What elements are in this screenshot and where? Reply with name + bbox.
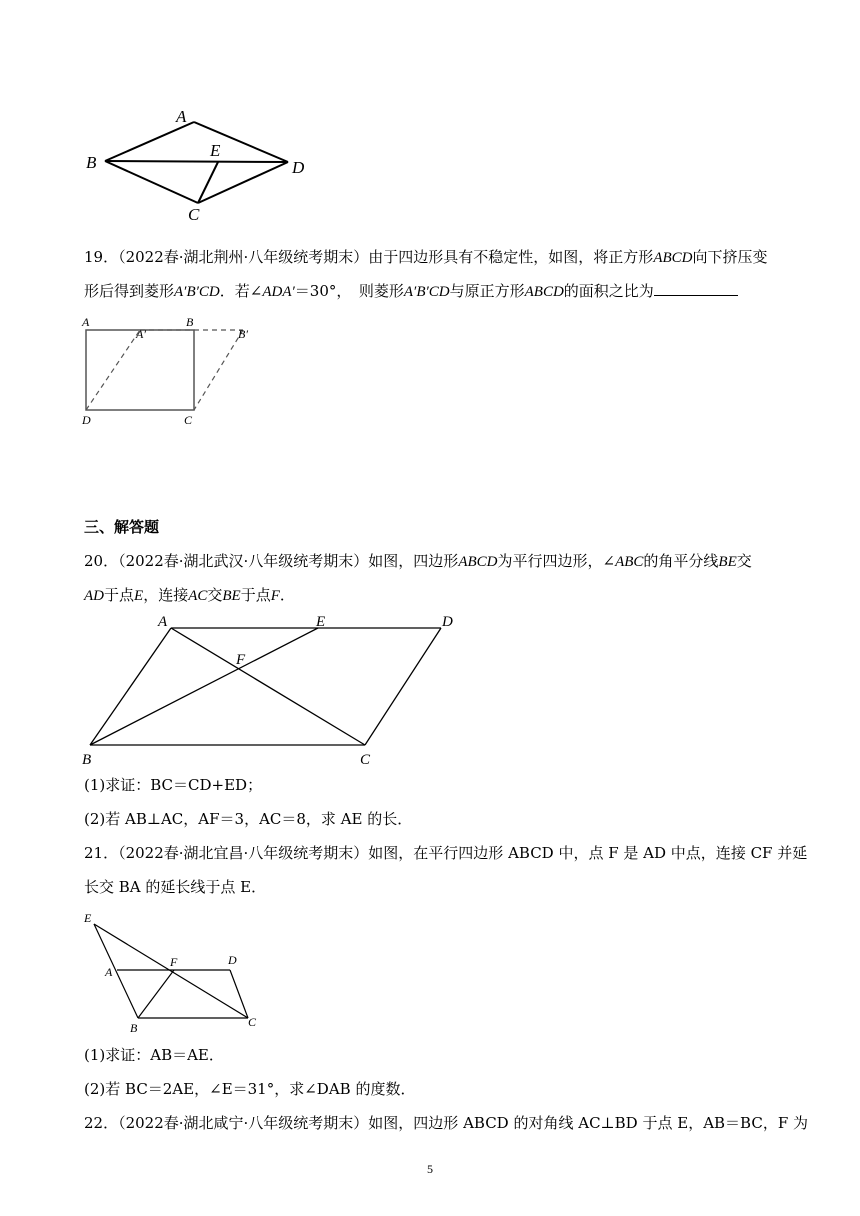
q20-part1: (1)求证：BC＝CD+ED； [84, 776, 263, 794]
label-b: B [130, 1021, 138, 1035]
label-d: D [292, 158, 305, 177]
page-number: 5 [427, 1162, 433, 1176]
q21-line2: 长交 BA 的延长线于点 E． [84, 878, 267, 896]
label-b: B [86, 153, 97, 172]
figure-q21 [80, 908, 270, 1036]
label-f: F [170, 955, 178, 969]
label-a: A [82, 315, 90, 329]
q20-part2: (2)若 AB⊥AC，AF＝3，AC＝8，求 AE 的长． [84, 810, 413, 828]
label-d: D [82, 413, 91, 427]
label-e: E [316, 614, 326, 630]
section-heading: 三、解答题 [84, 518, 160, 536]
label-d: D [442, 614, 453, 630]
q20-line2: AD于点E，连接AC交BE于点F． [84, 586, 295, 604]
label-c: C [360, 752, 371, 768]
q19-line2: 形后得到菱形A′B′CD．若∠ADA′＝30°， 则菱形A′B′CD与原正方形ABCD的面积之比为 [84, 280, 784, 303]
figure-q20 [78, 612, 468, 770]
label-e: E [84, 911, 92, 925]
label-e: E [210, 141, 221, 160]
q21-part2: (2)若 BC＝2AE，∠E＝31°，求∠DAB 的度数． [84, 1080, 416, 1098]
figure-q18 [80, 100, 320, 225]
label-d: D [228, 953, 237, 967]
q19-line1: 19．（2022春·湖北荆州·八年级统考期末）由于四边形具有不稳定性，如图，将正方形ABCD向下挤压变 [84, 248, 768, 266]
answer-blank [654, 281, 738, 296]
label-a: A [105, 965, 113, 979]
label-b-prime: B′ [238, 327, 248, 341]
label-a: A [158, 614, 168, 630]
label-a-prime: A′ [136, 327, 146, 341]
q21-line1: 21．（2022春·湖北宜昌·八年级统考期末）如图，在平行四边形 ABCD 中，点 F 是 AD 中点，连接 CF 并延 [84, 844, 808, 862]
q20-line1: 20．（2022春·湖北武汉·八年级统考期末）如图，四边形ABCD为平行四边形，∠ABC的角平分线BE交 [84, 552, 752, 570]
label-b: B [186, 315, 194, 329]
label-b: B [82, 752, 92, 768]
label-c: C [248, 1015, 257, 1029]
figure-q19 [78, 312, 278, 460]
label-c: C [184, 413, 193, 427]
label-c: C [188, 205, 200, 224]
q22-line1: 22．（2022春·湖北咸宁·八年级统考期末）如图，四边形 ABCD 的对角线 AC⊥BD 于点 E，AB＝BC，F 为 [84, 1114, 809, 1132]
q21-part1: (1)求证：AB＝AE． [84, 1046, 224, 1064]
label-f: F [236, 652, 246, 668]
label-a: A [176, 107, 187, 126]
